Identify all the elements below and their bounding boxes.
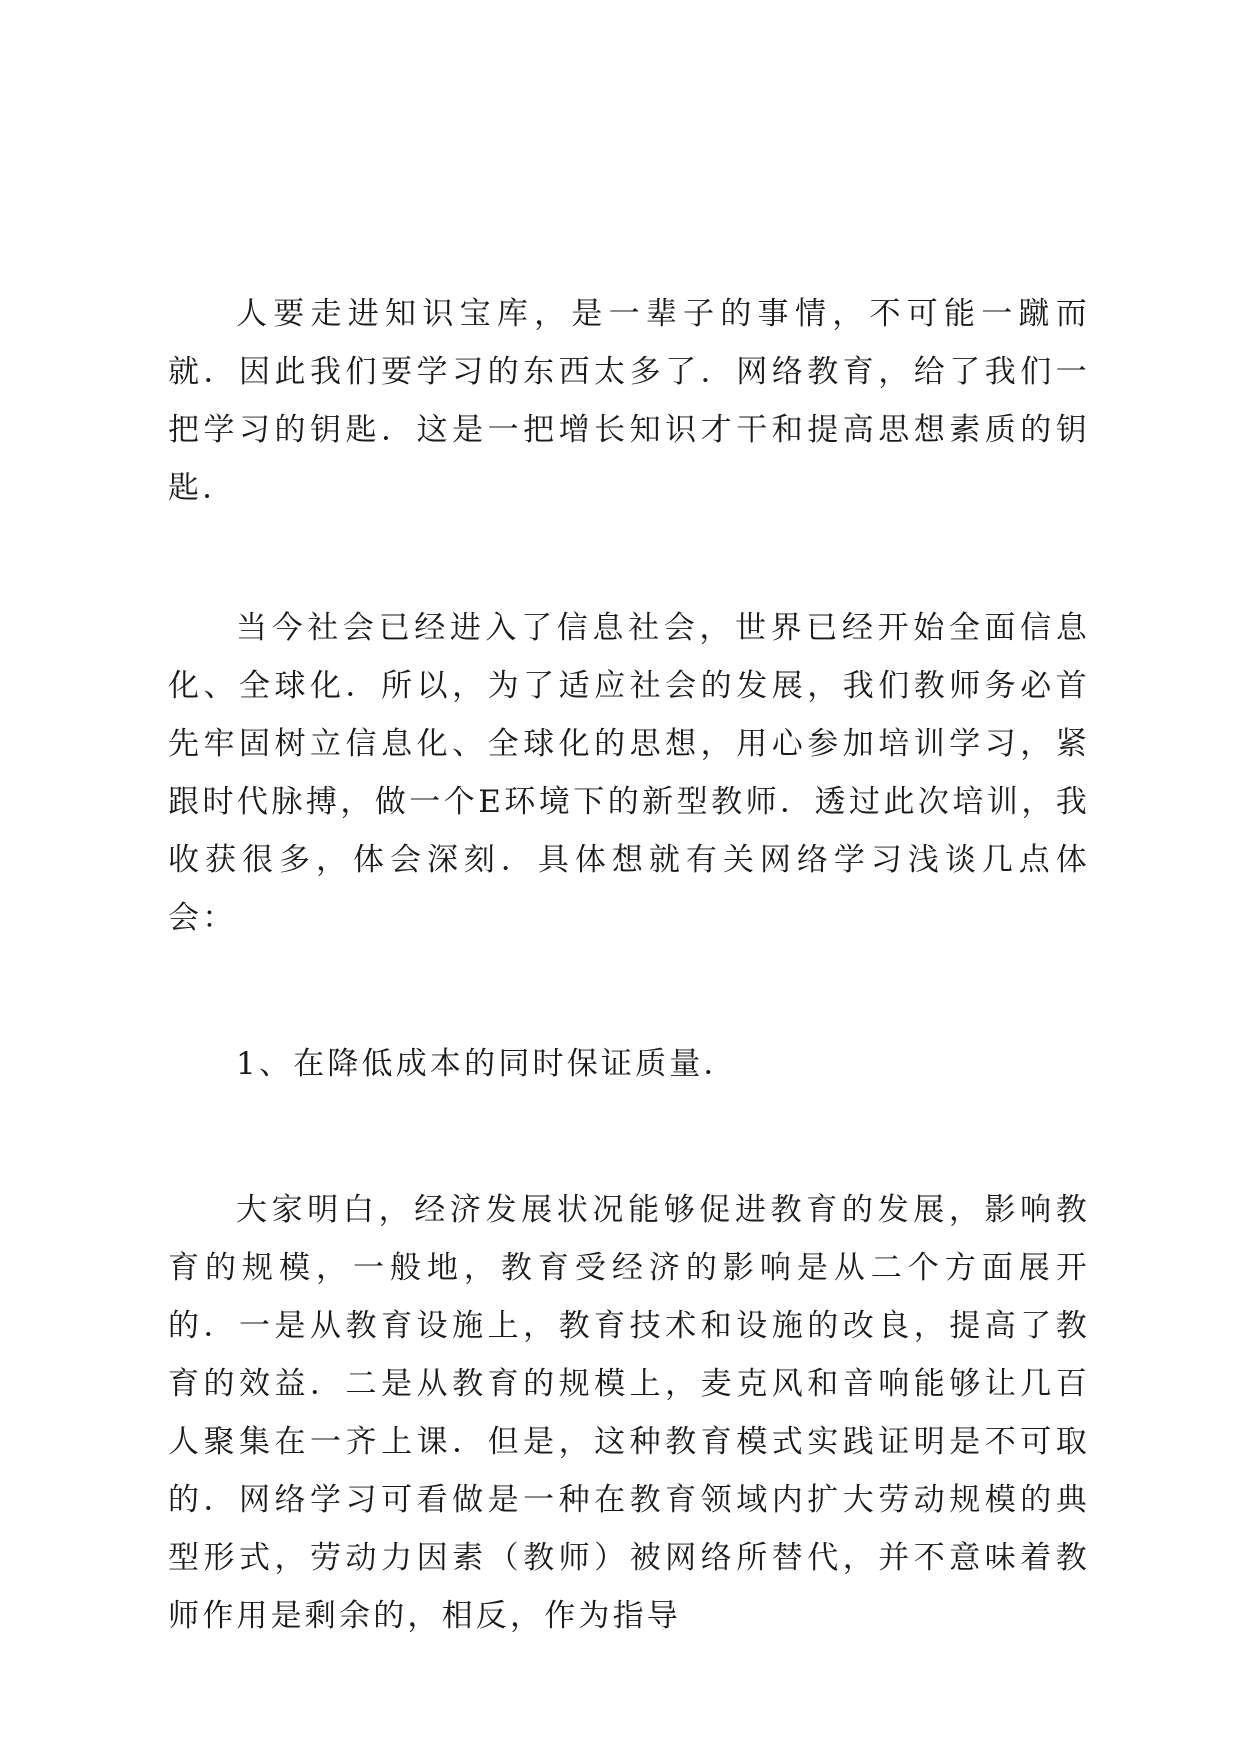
section-heading-cost-quality: 1、在降低成本的同时保证质量． [236,1046,738,1082]
paragraph-economy-education: 大家明白，经济发展状况能够促进教育的发展，影响教育的规模，一般地，教育受经济的影响是从二个方面展开的．一是从教育设施上，教育技术和设施的改良，提高了教育的效益．二是从教育的规模上，麦克风和音响能够让几百人聚集在一齐上课．但是，这种教育模式实践证明是不可取的．网络学习可看做是一种在教育领域内扩大劳动规模的典型形式，劳动力因素（教师）被网络所替代，并不意味着教师作用是剩余的，相反，作为指导 [168,1192,1090,1634]
paragraph-knowledge-treasury: 人要走进知识宝库，是一辈子的事情，不可能一蹴而就．因此我们要学习的东西太多了．网络教育，给了我们一把学习的钥匙．这是一把增长知识才干和提高思想素质的钥匙． [168,296,1090,506]
document-body [168,285,1090,1645]
paragraph-information-society: 当今社会已经进入了信息社会，世界已经开始全面信息化、全球化．所以，为了适应社会的发展，我们教师务必首先牢固树立信息化、全球化的思想，用心参加培训学习，紧跟时代脉搏，做一个E环境下的新型教师．透过此次培训，我收获很多，体会深刻．具体想就有关网络学习浅谈几点体会： [168,610,1090,936]
